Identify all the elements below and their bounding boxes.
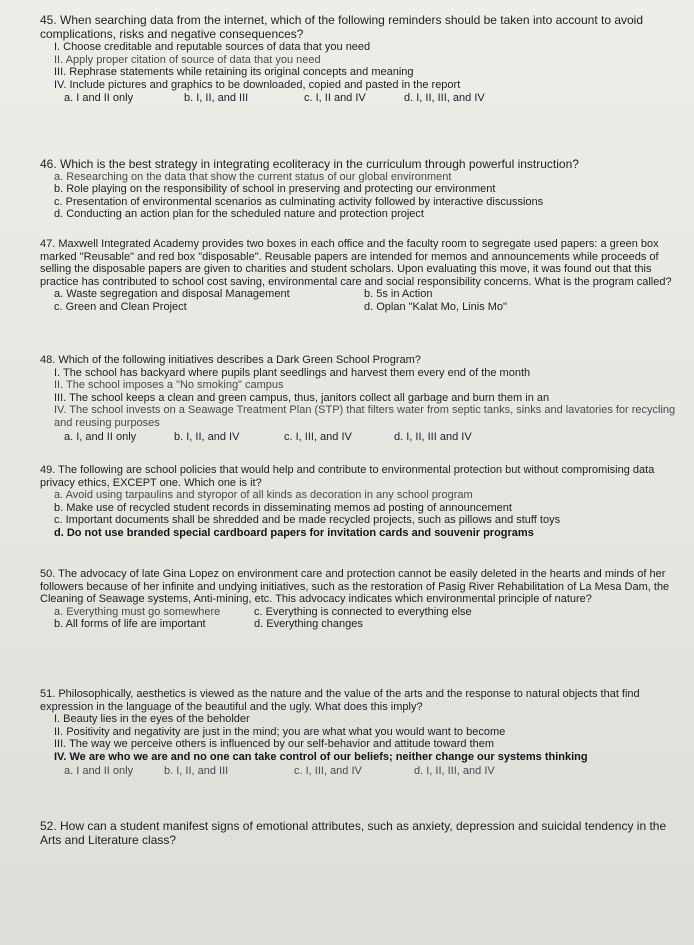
- question-48-item-3: III. The school keeps a clean and green campus, thus, janitors collect all garbage and burn them in an: [54, 391, 550, 404]
- question-51: [40, 688, 676, 777]
- question-47-options-row-2: [40, 301, 676, 314]
- question-48-item-1: I. The school has backyard where pupils plant seedlings and harvest them every end of the month: [54, 366, 531, 379]
- question-51-option-b[interactable]: b. I, II, and III: [164, 764, 229, 777]
- question-47-option-d[interactable]: d. Oplan "Kalat Mo, Linis Mo": [364, 300, 507, 313]
- question-48-option-b[interactable]: b. I, II, and IV: [174, 430, 240, 443]
- question-49-stem: 49. The following are school policies that would help and contribute to environmental protection but without compromising data privacy ethics, EXCEPT one. Which one is it?: [40, 464, 655, 489]
- question-47-option-c[interactable]: c. Green and Clean Project: [54, 300, 187, 313]
- question-47: [40, 238, 676, 314]
- question-45-item-2: II. Apply proper citation of source of data that you need: [54, 53, 321, 66]
- question-46-option-a[interactable]: a. Researching on the data that show the current status of our global environment: [54, 170, 452, 183]
- question-48-item-2: II. The school imposes a "No smoking" campus: [54, 379, 284, 392]
- question-51-option-a[interactable]: a. I and II only: [64, 764, 134, 777]
- question-51-item-1: I. Beauty lies in the eyes of the beholder: [54, 713, 250, 726]
- question-45-stem: 45. When searching data from the internet, which of the following reminders should be taken into account to avoid complications, risks and negative consequences?: [40, 13, 644, 41]
- question-46: [40, 158, 676, 221]
- question-47-stem: 47. Maxwell Integrated Academy provides two boxes in each office and the faculty room to segregate used papers: a green box marked "Reusable" and red box "disposable". Reusable papers are intended for memos and announcements while proceeds of selling the disposable papers are given to charities and student scholars. Upon evaluating this move, it was found out that this practice has contributed to school cost saving, environmental care and social responsibility concerns. What is the program called?: [40, 238, 672, 288]
- question-48-option-c[interactable]: c. I, III, and IV: [284, 430, 352, 443]
- question-51-item-4: IV. We are who we are and no one can take control of our beliefs; neither change our systems thinking: [54, 750, 588, 763]
- question-45-option-d[interactable]: d. I, II, III, and IV: [404, 92, 485, 105]
- question-47-option-a[interactable]: a. Waste segregation and disposal Management: [54, 288, 290, 301]
- question-45-options: [40, 92, 676, 105]
- question-45-item-1: I. Choose creditable and reputable sources of data that you need: [54, 41, 371, 53]
- question-51-option-d[interactable]: d. I, II, III, and IV: [414, 764, 495, 777]
- question-51-options: [40, 765, 676, 778]
- question-45-option-a[interactable]: a. I and II only: [64, 92, 134, 105]
- question-49-option-b[interactable]: b. Make use of recycled student records in disseminating memos ad posting of announcement: [54, 501, 512, 514]
- question-51-item-2: II. Positivity and negativity are just in the mind; you are what what you would want to become: [54, 725, 506, 738]
- question-47-option-b[interactable]: b. 5s in Action: [364, 288, 433, 301]
- question-46-option-b[interactable]: b. Role playing on the responsibility of school in preserving and protecting our environment: [54, 183, 496, 196]
- question-46-stem: 46. Which is the best strategy in integrating ecoliteracy in the curriculum through powerful instruction?: [40, 157, 579, 171]
- question-50-options-row-2: [40, 618, 676, 631]
- question-46-option-c[interactable]: c. Presentation of environmental scenarios as culminating activity followed by interactive discussions: [54, 195, 544, 208]
- question-48: [40, 354, 676, 443]
- question-51-item-3: III. The way we perceive others is influenced by our self-behavior and attitude toward them: [54, 738, 495, 751]
- question-45-option-c[interactable]: c. I, II and IV: [304, 92, 366, 105]
- question-49-option-a[interactable]: a. Avoid using tarpaulins and styropor of all kinds as decoration in any school program: [54, 489, 473, 502]
- question-47-options-row-1: [40, 288, 676, 301]
- question-50-option-a[interactable]: a. Everything must go somewhere: [54, 605, 221, 618]
- question-48-option-d[interactable]: d. I, II, III and IV: [394, 430, 472, 443]
- question-50-stem: 50. The advocacy of late Gina Lopez on environment care and protection cannot be easily deleted in the hearts and minds of her followers because of her infinite and undying initiatives, such as the restoration of Pasig River Rehabilitation of La Mesa Dam, the Cleaning of Seawage systems, Anti-mining, etc. This advocacy indicates which environmental principle of nature?: [40, 568, 670, 606]
- question-50: [40, 568, 676, 631]
- question-50-options-row-1: [40, 606, 676, 619]
- question-45-item-3: III. Rephrase statements while retaining its original concepts and meaning: [54, 66, 414, 79]
- question-48-stem: 48. Which of the following initiatives describes a Dark Green School Program?: [40, 354, 421, 366]
- question-50-option-d[interactable]: d. Everything changes: [254, 618, 363, 631]
- question-48-item-4: IV. The school invests on a Seawage Treatment Plan (STP) that filters water from septic tanks, sinks and lavatories for recycling and reusing purposes: [54, 404, 676, 429]
- question-49-option-d[interactable]: d. Do not use branded special cardboard papers for invitation cards and souvenir programs: [54, 526, 534, 539]
- question-48-option-a[interactable]: a. I, and II only: [64, 430, 137, 443]
- question-50-option-b[interactable]: b. All forms of life are important: [54, 618, 206, 631]
- question-45: [40, 14, 676, 105]
- question-49: [40, 464, 676, 540]
- question-48-options: [40, 431, 676, 444]
- question-46-option-d[interactable]: d. Conducting an action plan for the scheduled nature and protection project: [54, 208, 424, 221]
- question-45-option-b[interactable]: b. I, II, and III: [184, 92, 249, 105]
- question-51-option-c[interactable]: c. I, III, and IV: [294, 764, 362, 777]
- question-49-option-c[interactable]: c. Important documents shall be shredded and be made recycled projects, such as pillows and stuff toys: [54, 514, 561, 527]
- question-52-stem: 52. How can a student manifest signs of emotional attributes, such as anxiety, depression and suicidal tendency in the Arts and Literature class?: [40, 819, 667, 847]
- question-45-item-4: IV. Include pictures and graphics to be downloaded, copied and pasted in the report: [54, 78, 461, 91]
- question-51-stem: 51. Philosophically, aesthetics is viewed as the nature and the value of the arts and the response to natural objects that find expression in the language of the beautiful and the ugly. What does this imply?: [40, 688, 640, 713]
- question-52: [40, 820, 676, 847]
- question-50-option-c[interactable]: c. Everything is connected to everything else: [254, 605, 472, 618]
